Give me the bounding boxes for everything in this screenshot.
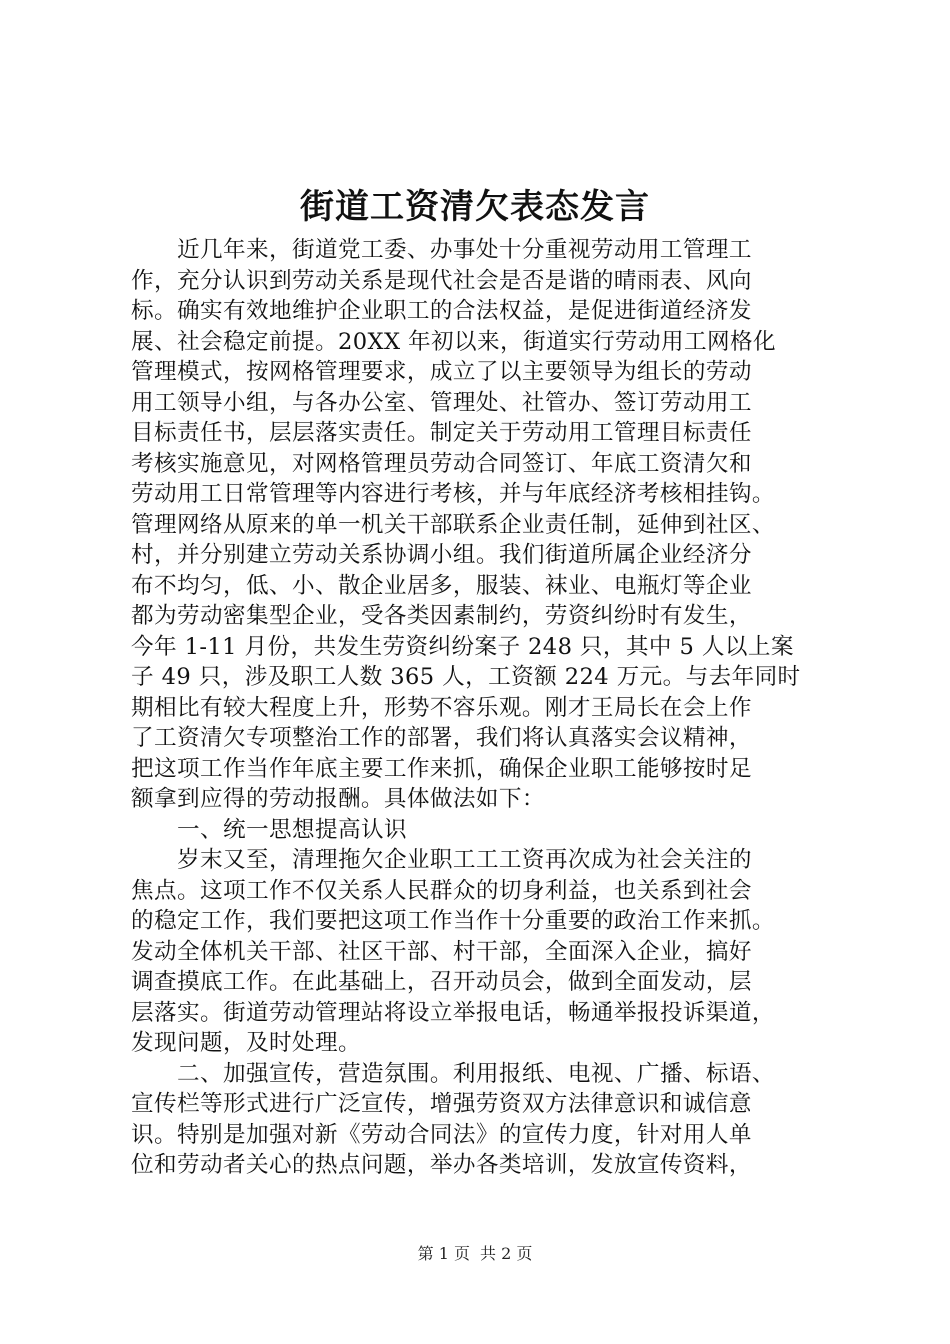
page-footer xyxy=(0,1244,950,1264)
paragraph-line: 目标责任书，层层落实责任。制定关于劳动用工管理目标责任 xyxy=(131,420,752,446)
paragraph-line: 把这项工作当作年底主要工作来抓，确保企业职工能够按时足 xyxy=(131,755,752,782)
paragraph-line: 标。确实有效地维护企业职工的合法权益，是促进街道经济发 xyxy=(131,298,752,324)
paragraph-line: 宣传栏等形式进行广泛宣传，增强劳资双方法律意识和诚信意 xyxy=(131,1091,752,1117)
paragraph-line: 近几年来，街道党工委、办事处十分重视劳动用工管理工 xyxy=(177,237,752,263)
paragraph-line: 作，充分认识到劳动关系是现代社会是否是谐的晴雨表、风向 xyxy=(131,267,752,294)
document-body xyxy=(131,235,836,1181)
paragraph-line: 的稳定工作，我们要把这项工作当作十分重要的政治工作来抓。 xyxy=(131,908,775,934)
paragraph-line: 了工资清欠专项整治工作的部署，我们将认真落实会议精神， xyxy=(131,725,752,751)
paragraph-line: 劳动用工日常管理等内容进行考核，并与年底经济考核相挂钩。 xyxy=(131,481,775,507)
paragraph-line: 用工领导小组，与各办公室、管理处、社管办、签订劳动用工 xyxy=(131,389,752,416)
paragraph-line: 展、社会稳定前提。20XX 年初以来，街道实行劳动用工网格化 xyxy=(131,328,776,355)
paragraph-line: 焦点。这项工作不仅关系人民群众的切身利益，也关系到社会 xyxy=(131,877,752,904)
paragraph-line: 发动全体机关干部、社区干部、村干部，全面深入企业，搞好 xyxy=(131,938,752,965)
section-heading: 一、统一思想提高认识 xyxy=(177,816,407,843)
paragraph-line: 层落实。街道劳动管理站将设立举报电话，畅通举报投诉渠道， xyxy=(131,999,775,1026)
paragraph-line: 今年 1-11 月份，共发生劳资纠纷案子 248 只，其中 5 人以上案 xyxy=(131,633,794,660)
paragraph-line: 管理网络从原来的单一机关干部联系企业责任制，延伸到社区、 xyxy=(131,511,775,538)
page-number-total: 共 2 页 xyxy=(480,1244,533,1263)
document-title: 街道工资清欠表态发言 xyxy=(300,187,650,227)
paragraph-line: 发现问题，及时处理。 xyxy=(131,1030,361,1056)
paragraph-line: 调查摸底工作。在此基础上，召开动员会，做到全面发动，层 xyxy=(131,969,752,995)
page-number-current: 第 1 页 xyxy=(417,1244,470,1263)
paragraph-line: 村，并分别建立劳动关系协调小组。我们街道所属企业经济分 xyxy=(131,542,752,568)
paragraph-line: 管理模式，按网格管理要求，成立了以主要领导为组长的劳动 xyxy=(131,359,752,385)
paragraph-line: 岁末又至，清理拖欠企业职工工工资再次成为社会关注的 xyxy=(177,847,752,873)
paragraph-line: 都为劳动密集型企业，受各类因素制约，劳资纠纷时有发生， xyxy=(131,603,752,629)
paragraph-line: 考核实施意见，对网格管理员劳动合同签订、年底工资清欠和 xyxy=(131,450,752,477)
paragraph-line: 识。特别是加强对新《劳动合同法》的宣传力度，针对用人单 xyxy=(131,1121,752,1148)
paragraph-line: 布不均匀，低、小、散企业居多，服装、袜业、电瓶灯等企业 xyxy=(131,572,752,599)
paragraph-line: 子 49 只，涉及职工人数 365 人，工资额 224 万元。与去年同时 xyxy=(131,664,801,690)
paragraph-line: 二、加强宣传，营造氛围。利用报纸、电视、广播、标语、 xyxy=(177,1060,775,1087)
paragraph-line: 位和劳动者关心的热点问题，举办各类培训，发放宣传资料， xyxy=(131,1152,752,1178)
paragraph-line: 期相比有较大程度上升，形势不容乐观。刚才王局长在会上作 xyxy=(131,694,752,721)
paragraph-line: 额拿到应得的劳动报酬。具体做法如下： xyxy=(131,786,545,812)
